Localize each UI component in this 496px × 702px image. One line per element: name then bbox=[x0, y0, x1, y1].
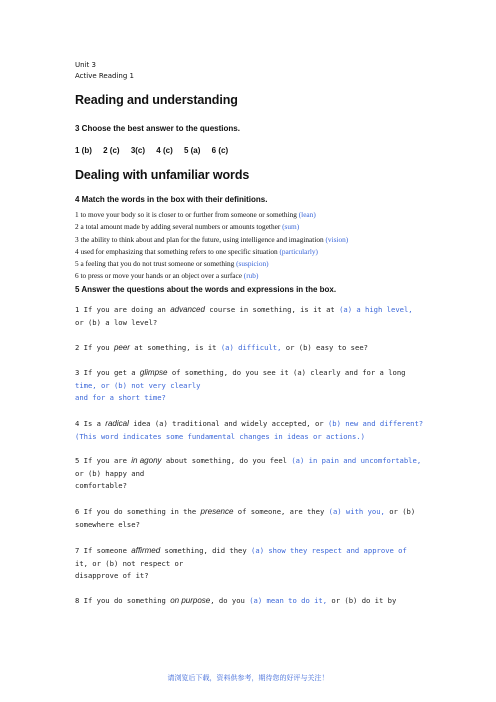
definition-answer: (particularly) bbox=[279, 246, 318, 256]
question-keyword: peer bbox=[113, 343, 130, 352]
question-answer: (a) in pain and uncomfortable, bbox=[291, 456, 422, 465]
instruction-3: 3 Choose the best answer to the questions. bbox=[75, 124, 240, 133]
definition-text: 1 to move your body so it is closer to or further from someone or something bbox=[75, 210, 299, 219]
instruction-4: 4 Match the words in the box with their definitions. bbox=[75, 195, 268, 204]
answer-item: 3(c) bbox=[130, 146, 146, 155]
definition-item bbox=[75, 270, 348, 282]
definition-item bbox=[75, 209, 348, 221]
footer-note: 请浏览后下载，资料供参考，期待您的好评与关注！ bbox=[167, 674, 329, 682]
definition-answer: (rub) bbox=[243, 271, 259, 281]
question-note: (This word indicates some fundamental changes in ideas or actions.) bbox=[75, 431, 365, 441]
unit-label: Unit 3 bbox=[75, 61, 96, 69]
question-keyword: presence bbox=[200, 507, 234, 516]
question-keyword: glimpse bbox=[139, 368, 168, 377]
definition-text: 3 the ability to think about and plan for the future, using intelligence and imagination bbox=[75, 234, 326, 244]
question-answer: (a) a high level, bbox=[339, 305, 413, 314]
question-text: 1 If you are doing an bbox=[75, 305, 171, 314]
question-answer: (b) new and different? bbox=[327, 419, 424, 428]
question-text: or (b) easy to see? bbox=[285, 343, 368, 352]
question-text: of something, do you see it (a) clearly and for a long bbox=[167, 368, 406, 377]
section-title-reading: Reading and understanding bbox=[75, 93, 238, 107]
definition-text: 5 a feeling that you do not trust someone or something bbox=[75, 259, 237, 269]
question-answer: time, or (b) not very clearly bbox=[75, 380, 201, 390]
answer-item: 6 (c) bbox=[211, 146, 229, 155]
question-item bbox=[75, 418, 435, 443]
answer-item: 4 (c) bbox=[156, 146, 173, 155]
question-keyword: radical bbox=[105, 419, 129, 428]
definition-answer: (sum) bbox=[282, 222, 300, 232]
question-text: 2 If you bbox=[75, 343, 114, 352]
definition-list bbox=[75, 209, 348, 283]
question-keyword: on purpose bbox=[170, 596, 211, 605]
definition-item bbox=[75, 258, 348, 270]
answer-list bbox=[75, 146, 237, 155]
definition-answer: (lean) bbox=[298, 210, 316, 219]
question-text: at something, is it bbox=[129, 343, 221, 352]
question-text: or (b) a low level? bbox=[75, 317, 158, 327]
section-title-words: Dealing with unfamiliar words bbox=[75, 168, 250, 182]
question-text: idea (a) traditional and widely accepted, or bbox=[128, 419, 328, 428]
question-text: of someone, are they bbox=[233, 507, 329, 516]
instruction-5: 5 Answer the questions about the words and expressions in the box. bbox=[75, 285, 337, 294]
definition-text: 4 used for emphasizing that something refers to one specific situation bbox=[75, 246, 280, 256]
answer-item: 5 (a) bbox=[183, 146, 201, 155]
answer-item: 1 (b) bbox=[75, 146, 92, 155]
definition-text: 2 a total amount made by adding several numbers or amounts together bbox=[75, 222, 283, 232]
question-item bbox=[75, 342, 435, 355]
question-text: it, or (b) not respect or bbox=[75, 558, 184, 568]
unit-subtitle: Active Reading 1 bbox=[75, 71, 134, 80]
unit-header bbox=[75, 60, 134, 81]
question-item bbox=[75, 367, 435, 405]
question-text: 5 If you are bbox=[75, 456, 132, 465]
question-item: 6 If you do something in the presence of someone, are they (a) with you, or (b) somewhere else? bbox=[75, 506, 435, 531]
question-answer: (a) difficult, bbox=[220, 343, 282, 352]
question-answer: (a) mean to do it, bbox=[249, 596, 328, 605]
question-text: disapprove of it? bbox=[75, 571, 149, 580]
definition-text: 6 to press or move your hands or an object over a surface bbox=[75, 271, 244, 281]
question-text: something, did they bbox=[160, 546, 252, 555]
question-item bbox=[75, 545, 435, 583]
question-text: 7 If someone bbox=[75, 546, 132, 555]
definition-answer: (vision) bbox=[325, 234, 349, 244]
question-answer: (a) with you, bbox=[328, 507, 385, 516]
question-keyword: affirmed bbox=[131, 546, 161, 555]
question-text: course in something, is it at bbox=[204, 305, 340, 314]
question-item bbox=[75, 455, 435, 493]
question-text: 6 If you do something in the bbox=[75, 507, 201, 516]
question-text: 3 If you get a bbox=[75, 368, 140, 377]
question-item: 8 If you do something on purpose, do you (a) mean to do it, or (b) do it by bbox=[75, 596, 397, 605]
definition-item bbox=[75, 221, 348, 233]
question-text: 8 If you do something bbox=[75, 596, 171, 605]
definition-item bbox=[75, 234, 348, 246]
answer-item: 2 (c) bbox=[103, 146, 120, 155]
question-answer: (a) show they respect and approve of bbox=[251, 546, 407, 555]
question-text: , do you bbox=[210, 596, 250, 605]
question-keyword: in agony bbox=[131, 456, 162, 465]
question-text: or (b) happy and bbox=[75, 468, 145, 478]
question-text: 4 Is a bbox=[75, 419, 106, 428]
definition-item bbox=[75, 246, 348, 258]
question-text: about something, do you feel bbox=[161, 456, 292, 465]
question-answer: and for a short time? bbox=[75, 393, 166, 402]
question-text: somewhere else? bbox=[75, 519, 140, 529]
question-text: comfortable? bbox=[75, 481, 127, 490]
definition-answer: (suspicion) bbox=[236, 259, 269, 269]
question-keyword: advanced bbox=[170, 305, 205, 314]
question-item bbox=[75, 304, 435, 329]
